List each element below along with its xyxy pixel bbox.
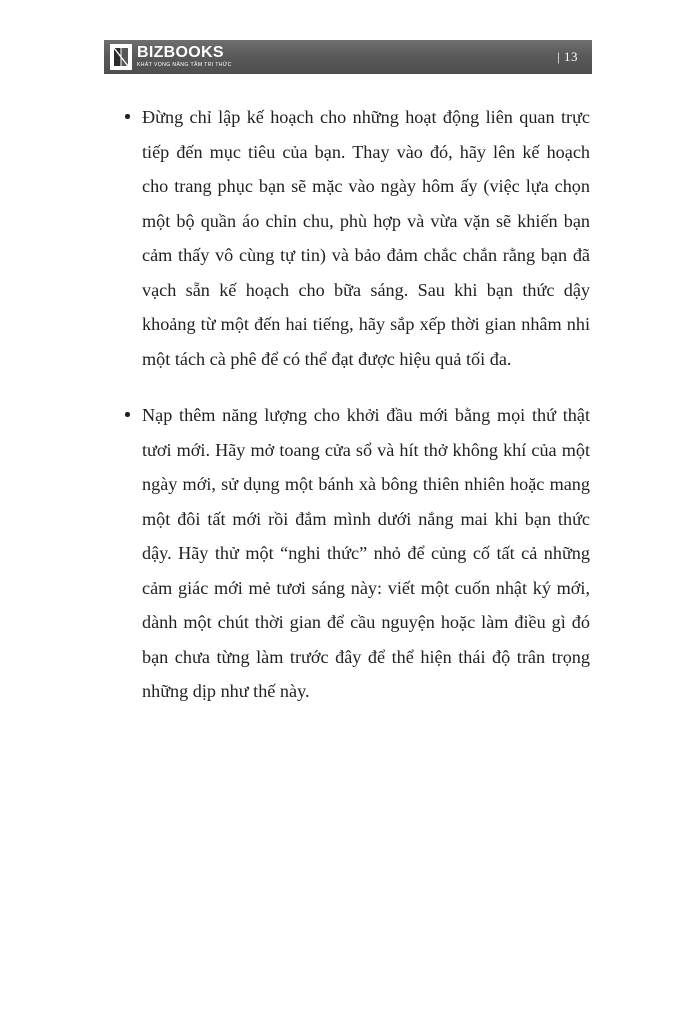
page-number: | 13: [557, 49, 578, 64]
publisher-name: BIZBOOKS: [137, 44, 224, 62]
page-body: [120, 100, 590, 709]
paragraph-text: Đừng chỉ lập kế hoạch cho những hoạt động liên quan trực tiếp đến mục tiêu của bạn. Thay vào đó, hãy lên kế hoạch cho trang phục bạn sẽ mặc vào ngày hôm ấy (việc lựa chọn một bộ quần áo chỉn chu, phù hợp và vừa vặn sẽ khiến bạn cảm thấy vô cùng tự tin) và bảo đảm chắc chắn rằng bạn đã vạch sẵn kế hoạch cho bữa sáng. Sau khi bạn thức dậy khoảng từ một đến hai tiếng, hãy sắp xếp thời gian nhâm nhi một tách cà phê để có thể đạt được hiệu quả tối đa.: [142, 107, 590, 369]
publisher-tagline: KHÁT VỌNG NÂNG TẦM TRI THỨC: [137, 62, 232, 69]
book-logo-icon: [110, 44, 132, 70]
publisher-logo: [104, 40, 232, 74]
list-item: [120, 398, 590, 709]
list-item: [120, 100, 590, 376]
bullet-dot-icon: [125, 114, 130, 119]
bullet-list: [120, 100, 590, 709]
publisher-logo-text: [137, 45, 232, 68]
paragraph-text: Nạp thêm năng lượng cho khởi đầu mới bằng mọi thứ thật tươi mới. Hãy mở toang cửa sổ và hít thở không khí của một ngày mới, sử dụng một bánh xà bông thiên nhiên hoặc mang một đôi tất mới rồi đắm mình dưới nắng mai khi bạn thức dậy. Hãy thử một “nghi thức” nhỏ để củng cố tất cả những cảm giác mới mẻ tươi sáng này: viết một cuốn nhật ký mới, dành một chút thời gian để cầu nguyện hoặc làm điều gì đó bạn chưa từng làm trước đây để thể hiện thái độ trân trọng những dịp như thế này.: [142, 405, 590, 701]
page-header: [104, 40, 592, 74]
bullet-dot-icon: [125, 412, 130, 417]
